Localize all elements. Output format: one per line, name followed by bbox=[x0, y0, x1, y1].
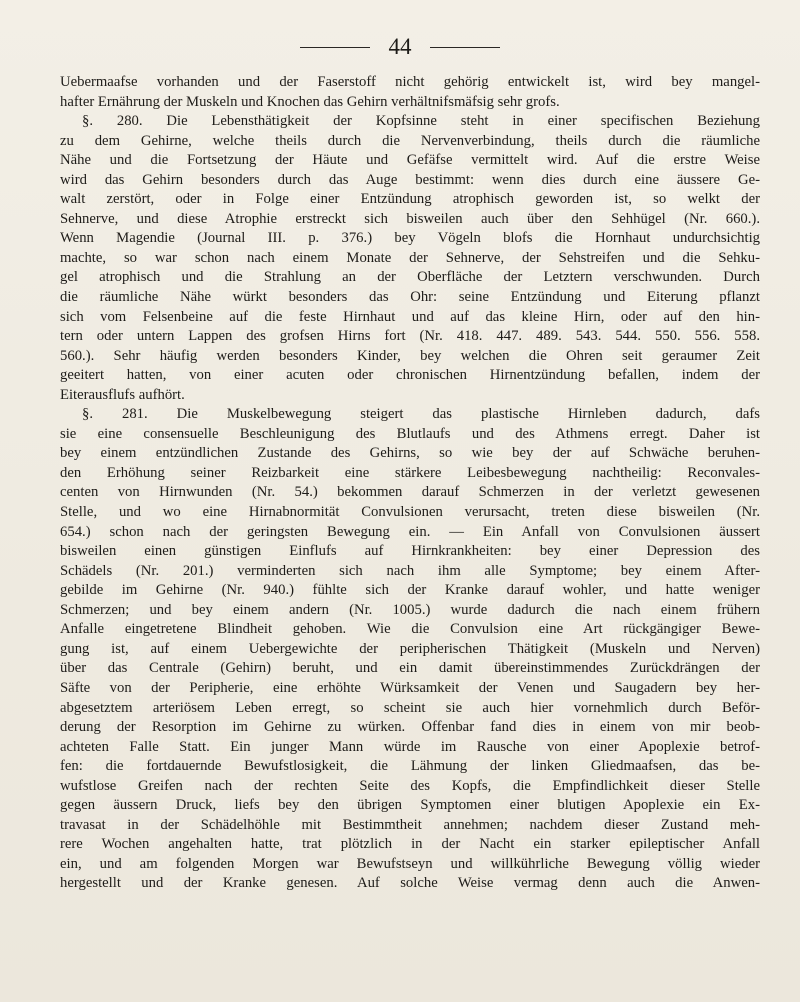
text-line: abgesetztem arteriösem Leben erregt, so scheint sie auch hier vornehmlich durch Beför- bbox=[60, 699, 760, 716]
text-line: travasat in der Schädelhöhle mit Bestimmtheit annehmen; nachdem dieser Zustand meh- bbox=[60, 816, 760, 833]
text-line: §. 281. Die Muskelbewegung steigert das plastische Hirnleben dadurch, dafs bbox=[82, 406, 760, 423]
text-line: derung der Resorption im Gehirne zu würken. Offenbar fand dies in einem von mir beob- bbox=[60, 719, 760, 736]
text-line: gel atrophisch und die Strahlung an der Oberfläche der Letztern verschwunden. Durch bbox=[60, 269, 760, 286]
text-line: wird das Gehirn besonders durch das Auge bestimmt: wenn dies durch eine äussere Ge- bbox=[60, 171, 760, 188]
text-line: Schädels (Nr. 201.) verminderten sich nach ihm alle Symptome; bey einem After- bbox=[60, 562, 760, 579]
text-line: hergestellt und der Kranke genesen. Auf solche Weise vermag denn auch die Anwen- bbox=[60, 875, 760, 892]
text-line: tern oder untern Lappen des grofsen Hirns fort (Nr. 418. 447. 489. 543. 544. 550. 556. 558. bbox=[60, 328, 760, 345]
text-line: Stelle, und wo eine Hirnabnormität Convulsionen verursacht, treten diese bisweilen (Nr. bbox=[60, 504, 760, 521]
header-rule-left bbox=[300, 47, 370, 48]
text-line: gung ist, auf einem Uebergewichte der peripherischen Thätigkeit (Muskeln und Nerven) bbox=[60, 640, 760, 657]
text-line: rere Wochen angehalten hatte, trat plötzlich in der Nacht ein starker epileptischer Anfall bbox=[60, 836, 760, 853]
text-line: 560.). Sehr häufig werden besonders Kinder, bey welchen die Ohren seit geraumer Zeit bbox=[60, 347, 760, 364]
page-header bbox=[0, 30, 800, 66]
text-line: Schmerzen; und bey einem andern (Nr. 1005.) wurde dadurch die nach einem frühern bbox=[60, 601, 760, 618]
text-line: hafter Ernährung der Muskeln und Knochen das Gehirn verhältnifsmäfsig sehr grofs. bbox=[60, 93, 560, 110]
text-line: Uebermaafse vorhanden und der Faserstoff nicht gehörig entwickelt ist, wird bey mangel- bbox=[60, 74, 760, 90]
text-line: Wenn Magendie (Journal III. p. 376.) bey Vögeln blofs die Hornhaut undurchsichtig bbox=[60, 230, 760, 247]
text-line: Säfte von der Peripherie, eine erhöhte Würksamkeit der Venen und Saugadern bey her- bbox=[60, 679, 760, 696]
text-line: den Erhöhung seiner Reizbarkeit eine stärkere Leibesbewegung nachtheilig: Reconvales- bbox=[60, 464, 760, 481]
text-line: Eiterausflufs aufhört. bbox=[60, 386, 185, 403]
text-line: wufstlose Greifen nach der rechten Seite des Kopfs, die Empfindlichkeit dieser Stelle bbox=[60, 777, 760, 794]
text-line: Sehnerve, und diese Atrophie erstreckt sich bisweilen auch über den Sehhügel (Nr. 660.). bbox=[60, 210, 760, 227]
text-line: bey einem entzündlichen Zustande des Gehirns, so wie bey der auf Schwäche beruhen- bbox=[60, 445, 760, 462]
page-body-text bbox=[60, 73, 760, 933]
text-line: über das Centrale (Gehirn) beruht, und ein damit übereinstimmendes Zurückdrängen der bbox=[60, 660, 760, 677]
page-number: 44 bbox=[388, 34, 412, 59]
text-line: sich vom Felsenbeine auf die feste Hirnhaut und auf das kleine Hirn, oder auf den hin- bbox=[60, 308, 760, 325]
text-line: gegen äussern Druck, liefs bey den übrigen Symptomen einer blutigen Apoplexie ein Ex- bbox=[60, 797, 760, 814]
text-line: gebilde im Gehirne (Nr. 940.) fühlte sich der Kranke darauf wohler, und hatte weniger bbox=[60, 582, 760, 599]
text-line: §. 280. Die Lebensthätigkeit der Kopfsinne steht in einer specifischen Beziehung bbox=[82, 113, 760, 130]
text-line: bisweilen einen günstigen Einflufs auf Hirnkrankheiten: bey einer Depression des bbox=[60, 543, 760, 560]
header-rule-right bbox=[430, 47, 500, 48]
text-line: machte, so war schon nach einem Monate der Sehnerve, der Sehstreifen und die Sehku- bbox=[60, 249, 760, 266]
text-line: fen: die fortdauernde Bewufstlosigkeit, die Lähmung der linken Gliedmaafsen, das be- bbox=[60, 758, 760, 775]
text-line: sie eine consensuelle Beschleunigung des Blutlaufs und des Athmens erregt. Daher ist bbox=[60, 425, 760, 442]
text-line: Anfalle eingetretene Blindheit gehoben. Wie die Convulsion eine Art rückgängiger Bewe- bbox=[60, 621, 760, 638]
text-line: walt zerstört, oder in Folge einer Entzündung atrophisch geworden ist, so welkt der bbox=[60, 191, 760, 208]
text-line: centen von Hirnwunden (Nr. 54.) bekommen darauf Schmerzen in der verletzt gewesenen bbox=[60, 484, 760, 501]
text-line: geeitert hatten, von einer acuten oder chronischen Hirnentzündung befallen, indem der bbox=[60, 367, 760, 384]
text-line: zu dem Gehirne, welche theils durch die Nervenverbindung, theils durch die räumliche bbox=[60, 132, 760, 149]
text-line bbox=[60, 914, 760, 934]
text-line: 654.) schon nach der geringsten Bewegung ein. — Ein Anfall von Convulsionen äussert bbox=[60, 523, 760, 540]
text-line bbox=[60, 894, 760, 914]
text-line: achteten Falle Statt. Ein junger Mann würde im Rausche von einer Apoplexie betrof- bbox=[60, 738, 760, 755]
text-line: die räumliche Nähe würkt besonders das Ohr: seine Entzündung und Eiterung pflanzt bbox=[60, 289, 760, 306]
text-line: Nähe und die Fortsetzung der Häute und Gefäfse vermittelt wird. Auf die erstre Weise bbox=[60, 152, 760, 169]
text-line: ein, und am folgenden Morgen war Bewufstseyn und willkührliche Bewegung völlig wieder bbox=[60, 855, 760, 872]
